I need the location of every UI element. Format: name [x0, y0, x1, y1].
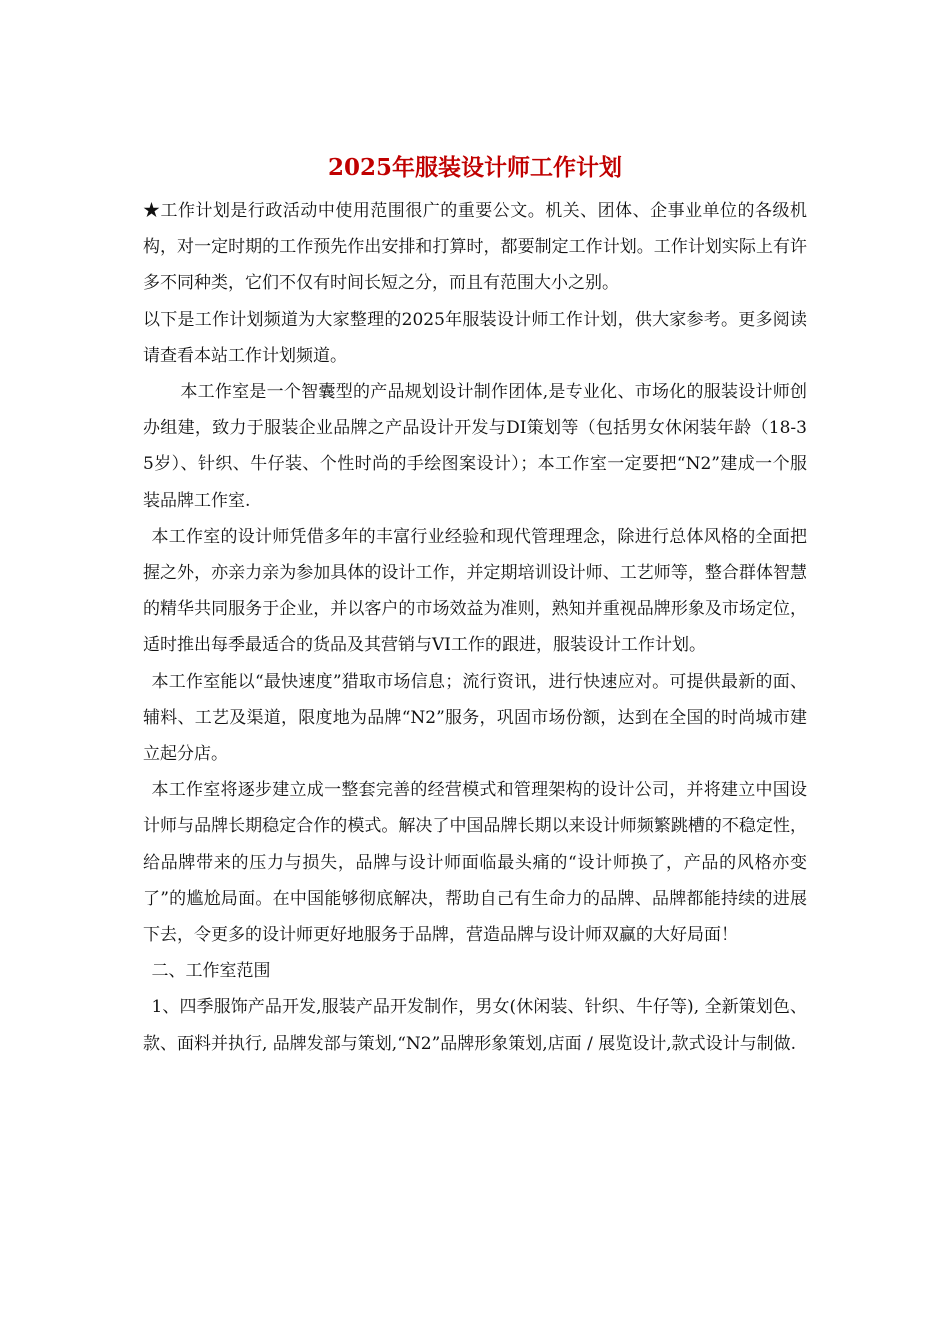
market-info-paragraph: 本工作室能以“最快速度”猎取市场信息；流行资讯，进行快速应对。可提供最新的面、辅料、工艺及渠道，限度地为品牌“N2”服务，巩固市场份额，达到在全国的时尚城市建立起分店。	[143, 671, 807, 765]
scope-item-1: 1、四季服饰产品开发,服装产品开发制作，男女(休闲装、针织、牛仔等), 全新策划色、款、面料并执行, 品牌发部与策划,“N2”品牌形象策划,店面 / 展览设计,款式设计与制做.	[143, 997, 807, 1054]
document-body	[143, 193, 807, 1062]
business-model-paragraph: 本工作室将逐步建立成一整套完善的经营模式和管理架构的设计公司，并将建立中国设计师与品牌长期稳定合作的模式。解决了中国品牌长期以来设计师频繁跳槽的不稳定性，给品牌带来的压力与损失，品牌与设计师面临最头痛的“设计师换了，产品的风格亦变了”的尴尬局面。在中国能够彻底解决，帮助自己有生命力的品牌、品牌都能持续的进展下去，令更多的设计师更好地服务于品牌，营造品牌与设计师双赢的大好局面！	[143, 780, 807, 946]
intro-paragraph: ★工作计划是行政活动中使用范围很广的重要公文。机关、团体、企事业单位的各级机构，对一定时期的工作预先作出安排和打算时，都要制定工作计划。工作计划实际上有许多不同种类，它们不仅有时间长短之分，而且有范围大小之别。	[143, 201, 807, 294]
reference-paragraph: 以下是工作计划频道为大家整理的2025年服装设计师工作计划，供大家参考。更多阅读请查看本站工作计划频道。	[143, 309, 807, 366]
designer-paragraph: 本工作室的设计师凭借多年的丰富行业经验和现代管理理念，除进行总体风格的全面把握之外，亦亲力亲为参加具体的设计工作，并定期培训设计师、工艺师等，整合群体智慧的精华共同服务于企业，并以客户的市场效益为准则，熟知并重视品牌形象及市场定位，适时推出每季最适合的货品及其营销与VI工作的跟进，服装设计工作计划。	[143, 526, 807, 656]
document-title: 2025年服装设计师工作计划	[327, 154, 622, 181]
section-heading-scope: 二、工作室范围	[151, 961, 271, 982]
studio-intro-paragraph: 本工作室是一个智囊型的产品规划设计制作团体,是专业化、市场化的服装设计师创办组建，致力于服装企业品牌之产品设计开发与DI策划等（包括男女休闲装年龄（18-35岁）、针织、牛仔装、个性时尚的手绘图案设计）；本工作室一定要把“N2”建成一个服装品牌工作室.	[143, 382, 807, 511]
